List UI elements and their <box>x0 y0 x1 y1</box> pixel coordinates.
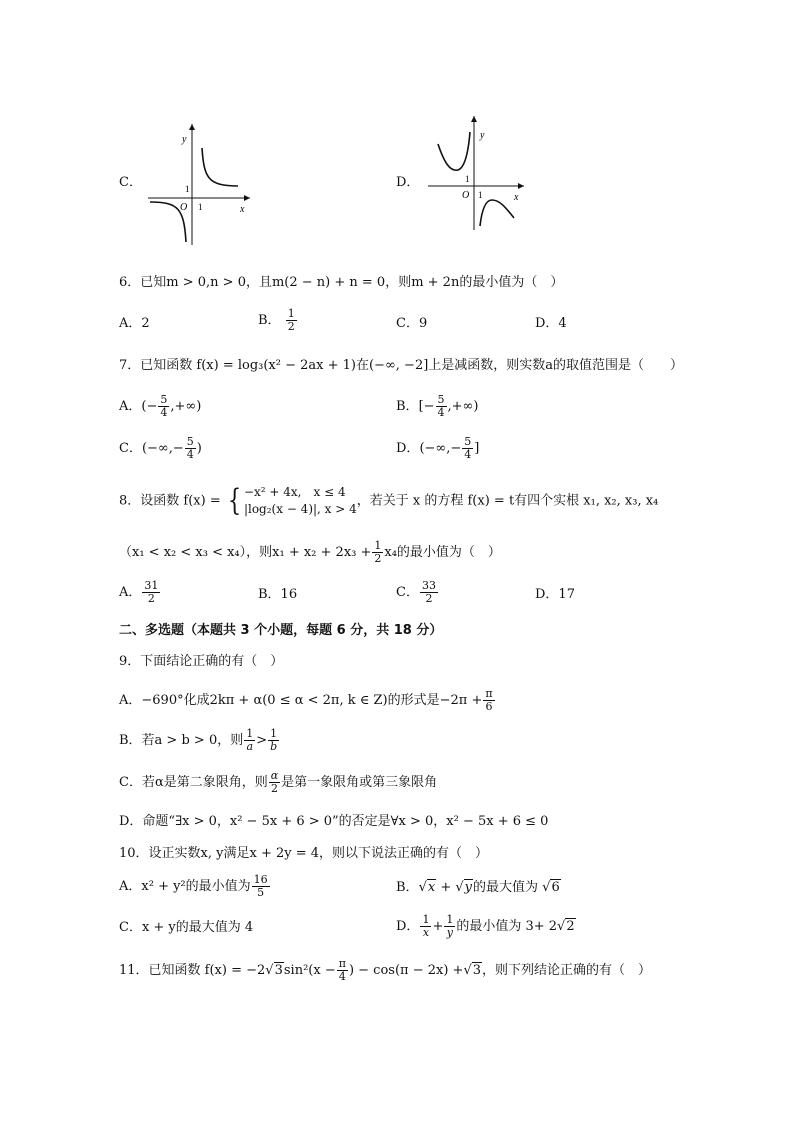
q10-d-plus: + <box>432 919 444 934</box>
q10-b-post: 的最大值为 <box>473 880 539 895</box>
q10-b-sqrt-x: x <box>427 880 436 895</box>
q11-stem-post: ，则下列结论正确的有（ ） <box>482 963 652 978</box>
q9-c-pre: C．若α是第二象限角，则 <box>119 775 268 790</box>
q9-b-den2: b <box>270 740 278 753</box>
q11-frac-den: 4 <box>338 970 346 983</box>
q7-a-num: 5 <box>160 393 168 406</box>
q8-c-den: 2 <box>425 592 433 605</box>
q6-option-b <box>258 308 298 333</box>
q7-c-open: (−∞,− <box>141 441 184 456</box>
c-tick-y-label: 1 <box>185 184 190 194</box>
q8-a-num: 31 <box>144 579 159 592</box>
q10-a-num: 16 <box>253 873 268 886</box>
q10-d-fraction-2 <box>444 914 455 939</box>
q7-a-pre: A． <box>119 399 142 414</box>
d-x-label: x <box>514 192 519 203</box>
q7-a-close: ,+∞) <box>170 399 202 414</box>
d-origin-label: O <box>462 190 470 201</box>
c-x-label: x <box>240 204 245 215</box>
q8-line2-fraction <box>372 540 383 565</box>
q7-option-d <box>396 436 479 461</box>
q8-line2 <box>119 540 501 565</box>
q7-d-fraction <box>462 436 473 461</box>
q7-c-pre: C． <box>119 441 142 456</box>
q8-line2-den: 2 <box>374 552 382 565</box>
c-origin-label: O <box>180 202 188 213</box>
q7-option-a <box>119 394 201 419</box>
q10-d-pre: D． <box>396 919 420 934</box>
d-x-arrow <box>518 183 524 189</box>
graph-c <box>140 120 260 250</box>
q9-option-c <box>119 770 437 795</box>
q10-option-a <box>119 874 271 899</box>
q10-option-d: D． $\frac{1}{x}$ + $\frac{1}{y}$ 的最小值为 3+ 2√2 <box>396 913 575 939</box>
q7-c-den: 4 <box>186 448 194 461</box>
q11-sqrt-3a: 3 <box>274 963 283 978</box>
q10-d-den1: x <box>422 926 430 939</box>
q7-d-num: 5 <box>464 435 472 448</box>
q11-stem: 11．已知函数 f(x) = −2√3sin²(x − $\frac{\pi}{4}$ ) − cos(π − 2x) +√3，则下列结论正确的有（ ） <box>119 957 652 983</box>
q10-d-den2: y <box>446 926 453 939</box>
q7-option-b <box>396 394 478 419</box>
q8-stem-pre: 8．设函数 f(x) = <box>119 493 221 509</box>
c-y-label: y <box>182 134 187 145</box>
q9-c-den: 2 <box>270 782 278 795</box>
q9-b-fraction-1 <box>244 728 255 753</box>
q9-b-fraction-2 <box>268 728 279 753</box>
q8-piecewise <box>244 484 357 518</box>
q6-option-a: A．2 <box>119 316 150 331</box>
q7-b-den: 4 <box>437 406 445 419</box>
d-curve-left <box>438 132 470 170</box>
q9-option-d: D．命题“∃x > 0，x² − 5x + 6 > 0”的否定是∀x > 0，x² − 5x + 6 ≤ 0 <box>119 814 549 829</box>
q9-c-post: 是第一象限角或第三象限角 <box>281 775 438 790</box>
q8-option-a <box>119 580 161 605</box>
q8-a-pre: A． <box>119 585 142 600</box>
q9-b-gt: > <box>256 733 268 748</box>
q10-a-fraction <box>252 874 270 899</box>
q11-fraction <box>337 958 348 983</box>
q9-a-num: π <box>485 687 493 700</box>
q7-a-fraction <box>158 394 169 419</box>
q11-frac-num: π <box>338 957 346 970</box>
q8-stem-post: ，若关于 x 的方程 f(x) = t有四个实根 x₁, x₂, x₃, x₄ <box>356 493 659 509</box>
q10-d-post: 的最小值为 3+ 2 <box>456 919 558 934</box>
q10-option-c: C．x + y的最大值为 4 <box>119 920 254 935</box>
q9-b-den1: a <box>246 740 253 753</box>
q11-stem-mid2: ) − cos(π − 2x) + <box>348 963 464 978</box>
c-tick-x-label: 1 <box>198 202 203 212</box>
q7-c-close: ) <box>196 441 202 456</box>
q8-brace: { <box>227 483 242 518</box>
q9-stem: 9．下面结论正确的有（ ） <box>119 654 284 669</box>
q7-b-open: [− <box>418 399 435 414</box>
q9-b-num2: 1 <box>270 727 278 740</box>
c-x-arrow <box>244 195 250 201</box>
q10-b-pre: B． <box>396 880 419 895</box>
q8-piece-2: |log₂(x − 4)|, x > 4 <box>243 502 357 516</box>
c-curve-right <box>202 148 238 186</box>
q9-b-num1: 1 <box>246 727 254 740</box>
q6-stem: 6．已知m > 0,n > 0，且m(2 − n) + n = 0，则m + 2n的最小值为（ ） <box>119 275 564 290</box>
q8-c-fraction <box>420 580 438 605</box>
q6-option-d: D．4 <box>535 316 567 331</box>
q10-d-num2: 1 <box>446 913 454 926</box>
q10-a-pre: A．x² + y²的最小值为 <box>119 879 251 894</box>
q7-d-den: 4 <box>464 448 472 461</box>
graph-d <box>424 112 540 232</box>
q7-option-c <box>119 436 202 461</box>
d-y-label: y <box>480 130 485 141</box>
c-y-arrow <box>189 124 195 130</box>
q10-stem: 10．设正实数x, y满足x + 2y = 4，则以下说法正确的有（ ） <box>119 846 489 861</box>
option-d-label: D． <box>396 175 420 190</box>
q6-b-den: 2 <box>287 320 295 333</box>
q10-b-sqrt-6: 6 <box>551 880 560 895</box>
q7-b-fraction <box>436 394 447 419</box>
q8-line2-post: x₄的最小值为（ ） <box>384 545 501 560</box>
q10-a-den: 5 <box>257 886 265 899</box>
q8-option-d: D．17 <box>535 587 575 602</box>
q7-a-open: (− <box>141 399 158 414</box>
q6-b-num: 1 <box>287 307 295 320</box>
q7-b-close: ,+∞) <box>447 399 479 414</box>
q9-option-a <box>119 688 496 713</box>
q10-option-b: B．√x + √y的最大值为 √6 <box>396 880 560 895</box>
q7-c-fraction <box>185 436 196 461</box>
q7-a-den: 4 <box>160 406 168 419</box>
q9-a-pre: A．−690°化成2kπ + α(0 ≤ α < 2π, k ∈ Z)的形式是−2π + <box>119 693 483 708</box>
q10-d-sqrt-2: 2 <box>566 919 575 934</box>
q8-line2-num: 1 <box>374 539 382 552</box>
q9-a-den: 6 <box>485 700 493 713</box>
q8-line2-pre: （x₁ < x₂ < x₃ < x₄），则x₁ + x₂ + 2x₃ + <box>119 545 372 560</box>
q10-b-plus: + <box>436 880 456 895</box>
q9-c-num: α <box>270 769 279 782</box>
q9-c-fraction <box>269 770 280 795</box>
q9-a-fraction <box>483 688 494 713</box>
q7-d-pre: D． <box>396 441 420 456</box>
q11-stem-pre: 11．已知函数 f(x) = −2 <box>119 963 266 978</box>
q10-b-sqrt-y: y <box>464 880 473 895</box>
q6-option-c: C．9 <box>396 316 428 331</box>
q7-b-pre: B． <box>396 399 419 414</box>
q8-a-den: 2 <box>147 592 155 605</box>
q11-stem-mid1: sin²(x − <box>283 963 336 978</box>
q7-d-open: (−∞,− <box>419 441 462 456</box>
q8-option-c <box>396 580 439 605</box>
d-curve-right <box>480 200 514 226</box>
q8-option-b: B．16 <box>258 587 298 602</box>
q8-c-pre: C． <box>396 585 419 600</box>
q8-stem <box>119 484 658 518</box>
q9-b-pre: B．若a > b > 0，则 <box>119 733 244 748</box>
q10-d-fraction-1 <box>420 914 431 939</box>
d-tick-y-label: 1 <box>465 174 470 184</box>
q6-option-b-label: B． <box>258 313 281 328</box>
option-c-label: C． <box>119 175 142 190</box>
q8-c-num: 33 <box>421 579 436 592</box>
d-y-arrow <box>471 116 477 122</box>
q7-d-close: ] <box>474 441 480 456</box>
q6-option-b-fraction <box>286 308 297 333</box>
q7-b-num: 5 <box>437 393 445 406</box>
q9-option-b <box>119 728 280 753</box>
q7-c-num: 5 <box>186 435 194 448</box>
section-2-heading: 二、多选题（本题共 3 个小题，每题 6 分，共 18 分） <box>119 623 443 638</box>
q8-a-fraction <box>142 580 160 605</box>
q10-d-num1: 1 <box>422 913 430 926</box>
q7-stem: 7．已知函数 f(x) = log₃(x² − 2ax + 1)在(−∞, −2]上是减函数，则实数a的取值范围是（ ） <box>119 358 684 373</box>
q8-piece-1: −x² + 4x, x ≤ 4 <box>243 485 346 499</box>
d-tick-x-label: 1 <box>478 190 483 200</box>
q11-sqrt-3b: 3 <box>472 963 482 978</box>
